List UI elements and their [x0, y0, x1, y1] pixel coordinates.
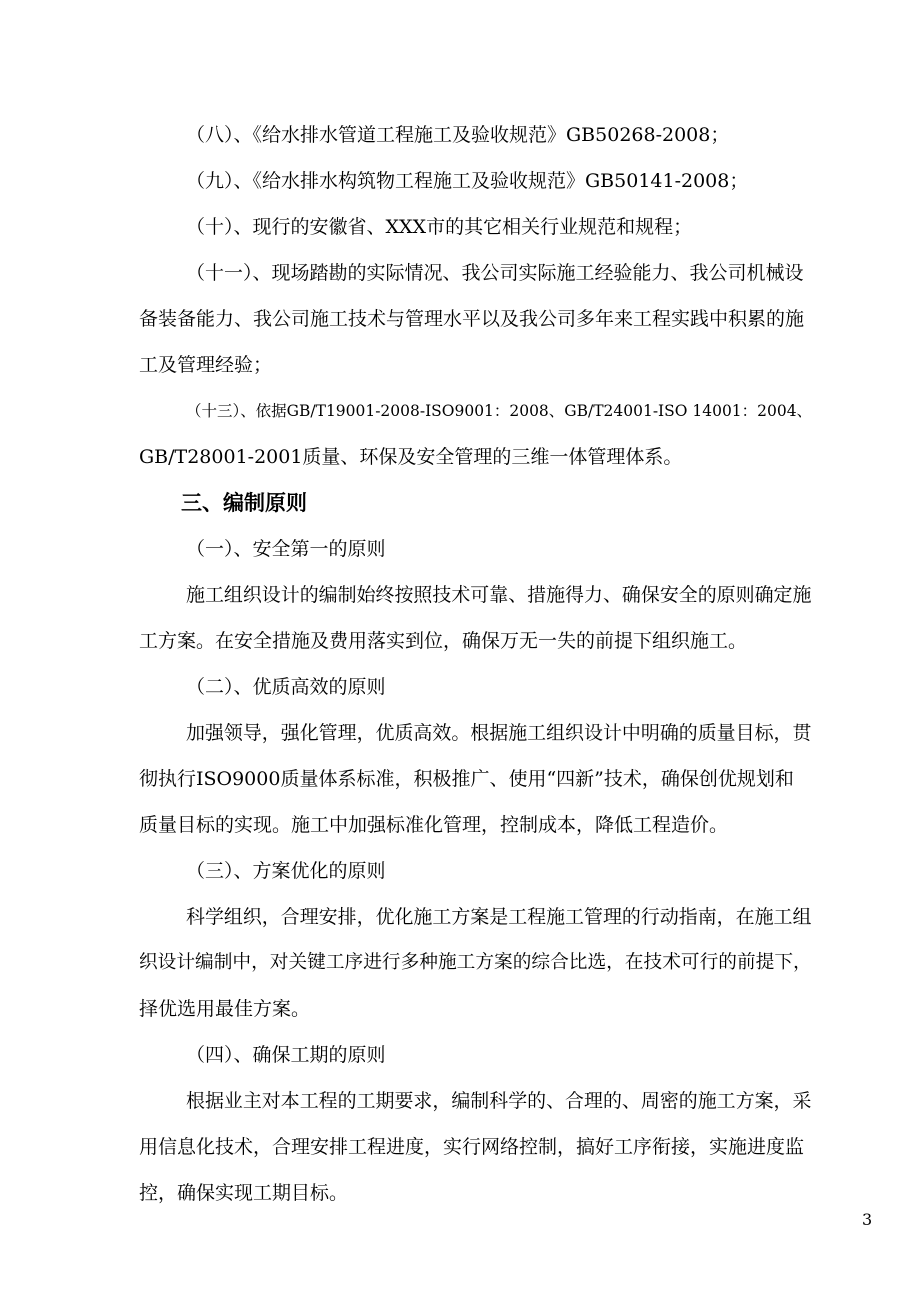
line-text: （八）、《给水排水管道工程施工及验收规范》GB50268-2008； — [186, 124, 730, 146]
text-line — [0, 1127, 920, 1167]
text-line — [0, 391, 920, 431]
line-text: 根据业主对本工程的工期要求，编制科学的、合理的、周密的施工方案，采 — [186, 1090, 812, 1112]
text-line — [0, 529, 920, 569]
line-text: 彻执行ISO9000质量体系标准，积极推广、使用“四新”技术，确保创优规划和 — [139, 768, 794, 790]
line-text: （九）、《给水排水构筑物工程施工及验收规范》GB50141-2008； — [186, 170, 749, 192]
line-text: 用信息化技术，合理安排工程进度，实行网络控制，搞好工序衔接，实施进度监 — [139, 1136, 805, 1158]
text-line — [0, 299, 920, 339]
text-line — [0, 253, 920, 293]
line-text: （十）、现行的安徽省、XXX市的其它相关行业规范和规程； — [186, 216, 693, 238]
text-line — [0, 345, 920, 385]
text-line — [0, 759, 920, 799]
text-line — [0, 805, 920, 845]
line-text: 科学组织，合理安排，优化施工方案是工程施工管理的行动指南，在施工组 — [186, 906, 812, 928]
text-line — [0, 575, 920, 615]
line-text: 控，确保实现工期目标。 — [139, 1182, 349, 1204]
line-text: 择优选用最佳方案。 — [139, 998, 311, 1020]
line-text: （二）、优质高效的原则 — [186, 676, 386, 698]
text-line — [0, 161, 920, 201]
text-line — [0, 1081, 920, 1121]
line-text: 施工组织设计的编制始终按照技术可靠、措施得力、确保安全的原则确定施 — [186, 584, 812, 606]
text-line — [0, 943, 920, 983]
line-text: 质量目标的实现。施工中加强标准化管理，控制成本，降低工程造价。 — [139, 814, 729, 836]
text-line — [0, 1035, 920, 1075]
text-line — [0, 989, 920, 1029]
text-line — [0, 621, 920, 661]
text-line — [0, 897, 920, 937]
text-line — [0, 1173, 920, 1213]
line-text: 工方案。在安全措施及费用落实到位，确保万无一失的前提下组织施工。 — [139, 630, 748, 652]
line-text: （三）、方案优化的原则 — [186, 860, 386, 882]
page-number: 3 — [862, 1210, 873, 1229]
line-text: 织设计编制中，对关键工序进行多种施工方案的综合比选，在技术可行的前提下， — [139, 952, 812, 973]
line-text: 加强领导，强化管理，优质高效。根据施工组织设计中明确的质量目标，贯 — [186, 722, 812, 744]
text-line — [0, 667, 920, 707]
line-text: 备装备能力、我公司施工技术与管理水平以及我公司多年来工程实践中积累的施 — [139, 308, 805, 330]
line-text: （一）、安全第一的原则 — [186, 538, 386, 560]
line-text: 工及管理经验； — [139, 354, 273, 376]
text-line — [0, 115, 920, 155]
text-line — [0, 437, 920, 477]
line-text: （十三）、依据GB/T19001-2008-ISO9001：2008、GB/T24001-ISO 14001：2004、 — [186, 402, 813, 420]
line-text: （十一）、现场踏勘的实际情况、我公司实际施工经验能力、我公司机械设 — [186, 262, 804, 284]
line-text: GB/T28001-2001质量、环保及安全管理的三维一体管理体系。 — [139, 446, 683, 468]
line-text: （四）、确保工期的原则 — [186, 1044, 386, 1066]
heading-text: 三、编制原则 — [181, 491, 307, 515]
text-line — [0, 207, 920, 247]
text-line — [0, 713, 920, 753]
text-line — [0, 851, 920, 891]
section-heading — [0, 483, 920, 523]
